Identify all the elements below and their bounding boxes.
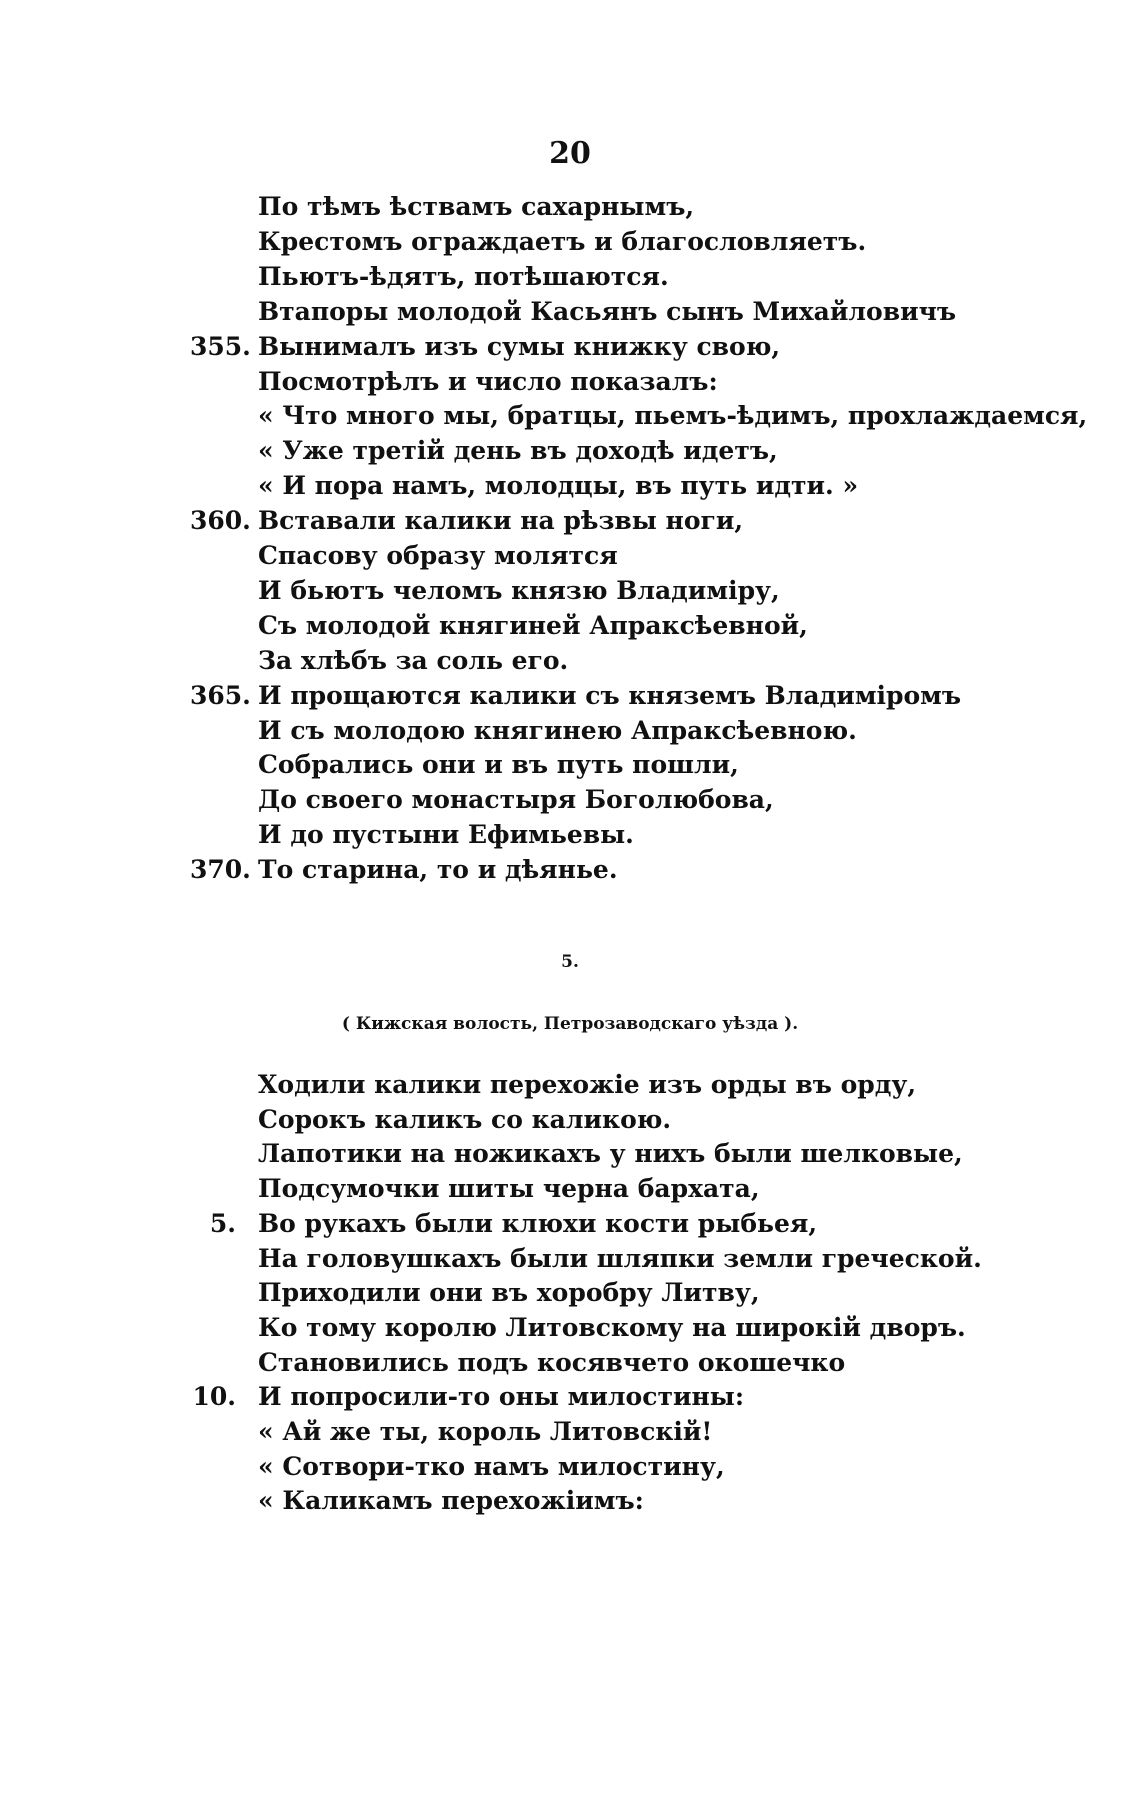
verse-text: Собрались они и въ путь пошли, <box>258 750 739 780</box>
verse-text: Втапоры молодой Касьянъ сынъ Михайловичъ <box>258 296 957 326</box>
line-number: 5. <box>209 1208 236 1238</box>
verse-text: « Что много мы, братцы, пьемъ-ѣдимъ, прохлаждаемся, <box>258 401 1088 431</box>
verse-text: До своего монастыря Боголюбова, <box>258 785 774 815</box>
verse-text: Спасову образу молятся <box>258 541 618 570</box>
verse-text: И до пустыни Ефимьевы. <box>258 820 634 850</box>
verse-text: Приходили они въ хоробру Литву, <box>258 1278 760 1308</box>
verse-text: На головушкахъ были шляпки земли греческой. <box>258 1243 982 1273</box>
verse-text: Пьютъ-ѣдятъ, потѣшаются. <box>258 261 669 291</box>
verse-text: Подсумочки шиты черна бархата, <box>258 1174 760 1204</box>
verse-text: Лапотики на ножикахъ у нихъ были шелковые, <box>258 1139 963 1169</box>
line-number: 355. <box>190 331 251 361</box>
line-number: 365. <box>190 680 251 710</box>
verse-text: « Ай же ты, король Литовскій! <box>258 1417 713 1446</box>
verse-text: Посмотрѣлъ и число показалъ: <box>258 366 718 396</box>
line-number: 370. <box>190 855 251 885</box>
verse-text: И прощаются калики съ княземъ Владиміромъ <box>258 680 962 710</box>
verse-text: Становились подъ косявчето окошечко <box>258 1347 846 1377</box>
verse-text: То старина, то и дѣянье. <box>258 855 618 885</box>
section-location: ( Кижская волость, Петрозаводскаго уѣзда ). <box>341 1014 799 1034</box>
verse-text: Сорокъ каликъ со каликою. <box>258 1104 672 1134</box>
verse-text: « Каликамъ перехожіимъ: <box>258 1486 644 1516</box>
verse-text: « Уже третій день въ доходѣ идетъ, <box>258 436 778 466</box>
verse-text: Во рукахъ были клюхи кости рыбьея, <box>258 1208 818 1238</box>
verse-text: И попросили-то оны милостины: <box>258 1382 745 1412</box>
line-number: 360. <box>190 506 251 536</box>
verse-text: И бьютъ челомъ князю Владиміру, <box>258 575 780 605</box>
verse-text: По тѣмъ ѣствамъ сахарнымъ, <box>258 192 695 221</box>
line-number: 10. <box>192 1382 236 1412</box>
verse-text: Съ молодой княгиней Апраксѣевной, <box>258 610 808 640</box>
verse-text: Вынималъ изъ сумы книжку свою, <box>258 331 781 361</box>
verse-text: « Сотвори-тко намъ милостину, <box>258 1451 725 1481</box>
page-number: 20 <box>549 136 591 171</box>
verse-text: За хлѣбъ за соль его. <box>258 645 569 675</box>
section-number: 5. <box>561 952 579 972</box>
verse-text: Вставали калики на рѣзвы ноги, <box>258 506 744 536</box>
verse-text: Ко тому королю Литовскому на широкій дворъ. <box>258 1312 966 1342</box>
verse-text: Ходили калики перехожіе изъ орды въ орду, <box>258 1070 917 1099</box>
verse-text: « И пора намъ, молодцы, въ путь идти. » <box>258 471 859 501</box>
verse-text: Крестомъ ограждаетъ и благословляетъ. <box>258 226 867 256</box>
verse-text: И съ молодою княгинею Апраксѣевною. <box>258 715 857 745</box>
